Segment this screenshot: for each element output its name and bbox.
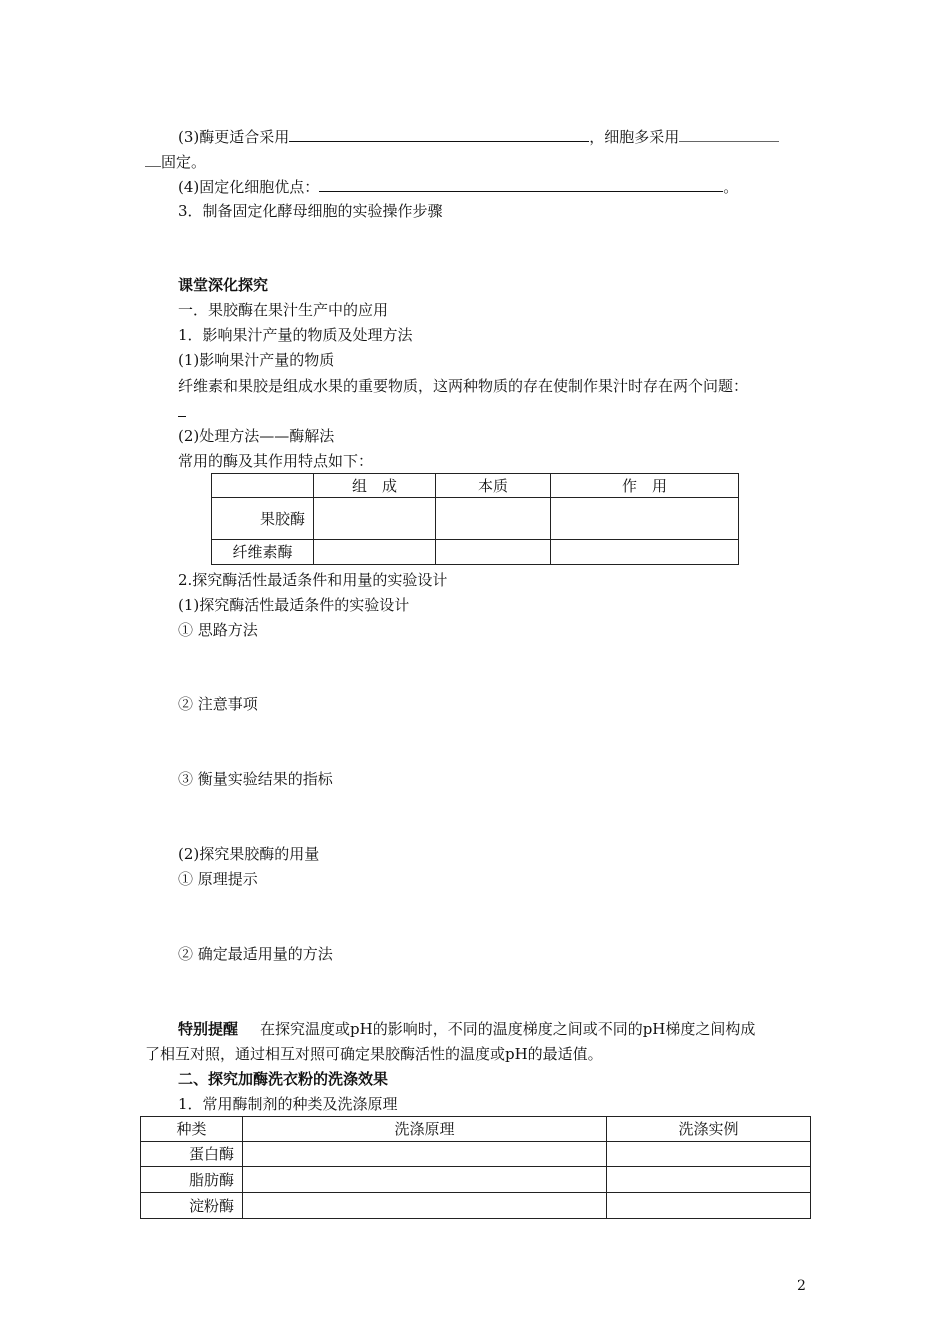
item-2a-optimal-conditions: (1)探究酶活性最适条件的实验设计 xyxy=(178,596,410,614)
line-cell-advantages xyxy=(178,176,738,197)
special-note-label: 特别提醒 xyxy=(178,1020,239,1038)
table-intro: 常用的酶及其作用特点如下： xyxy=(178,452,374,470)
item-1a-substances: (1)影响果汁产量的物质 xyxy=(178,351,335,369)
line-enzyme-method xyxy=(178,126,779,147)
table-cell xyxy=(551,498,739,540)
table-cell xyxy=(607,1167,811,1193)
text-period: 。 xyxy=(723,178,739,196)
item-indicators: ③ 衡量实验结果的指标 xyxy=(178,770,333,788)
table-cell xyxy=(314,540,436,565)
enzyme-table xyxy=(211,473,739,565)
section-heading-class-deepening: 课堂深化探究 xyxy=(178,276,269,294)
special-note-line1 xyxy=(178,1019,755,1039)
detergent-row-label: 淀粉酶 xyxy=(141,1193,243,1219)
table-cell xyxy=(551,540,739,565)
detergent-header-type: 种类 xyxy=(141,1117,243,1142)
table-cell xyxy=(436,498,551,540)
table-cell xyxy=(314,498,436,540)
item-optimal-dosage-method: ② 确定最适用量的方法 xyxy=(178,945,333,963)
detergent-table-header-row xyxy=(141,1117,811,1142)
blank-cell-method-cont xyxy=(145,151,161,167)
enzyme-table-header-function: 作 用 xyxy=(551,474,739,498)
text-cell-advantages: (4)固定化细胞优点： xyxy=(178,178,320,196)
item-2b-pectinase-dosage: (2)探究果胶酶的用量 xyxy=(178,845,320,863)
item-2-experiment-design: 2.探究酶活性最适条件和用量的实验设计 xyxy=(178,571,448,589)
section1-title: 一．果胶酶在果汁生产中的应用 xyxy=(178,301,389,319)
detergent-header-example: 洗涤实例 xyxy=(607,1117,811,1142)
table-row xyxy=(212,540,739,565)
blank-enzyme-method xyxy=(289,126,589,142)
section2-heading: 二、探究加酶洗衣粉的洗涤效果 xyxy=(178,1070,389,1088)
enzyme-table-header-row xyxy=(212,474,739,498)
text-enzyme-method: (3)酶更适合采用 xyxy=(178,128,290,146)
table-row xyxy=(141,1193,811,1219)
blank-cell-method xyxy=(679,126,779,142)
table-cell xyxy=(436,540,551,565)
section2-item1: 1．常用酶制剂的种类及洗涤原理 xyxy=(178,1095,398,1113)
detergent-enzyme-table xyxy=(140,1116,811,1219)
table-cell xyxy=(243,1193,607,1219)
enzyme-table-header-composition: 组 成 xyxy=(314,474,436,498)
line-step3: 3．制备固定化酵母细胞的实验操作步骤 xyxy=(178,202,443,220)
item-1b-method: (2)处理方法——酶解法 xyxy=(178,427,335,445)
item-principle-hint: ① 原理提示 xyxy=(178,870,258,888)
table-cell xyxy=(243,1142,607,1167)
table-cell xyxy=(243,1167,607,1193)
enzyme-table-corner xyxy=(212,474,314,498)
blank-answer xyxy=(178,401,186,417)
table-row xyxy=(212,498,739,540)
line-answer-blank xyxy=(178,401,186,422)
table-row xyxy=(141,1167,811,1193)
enzyme-row-label: 纤维素酶 xyxy=(212,540,314,565)
item-notes: ② 注意事项 xyxy=(178,695,258,713)
detergent-row-label: 蛋白酶 xyxy=(141,1142,243,1167)
item-approach: ① 思路方法 xyxy=(178,621,258,639)
special-note-text1: 在探究温度或pH的影响时，不同的温度梯度之间或不同的pH梯度之间构成 xyxy=(260,1020,756,1038)
item-1-juice-yield: 1．影响果汁产量的物质及处理方法 xyxy=(178,326,413,344)
text-cell-method: ，细胞多采用 xyxy=(589,128,680,146)
table-cell xyxy=(607,1193,811,1219)
paragraph-cellulose-pectin: 纤维素和果胶是组成水果的重要物质，这两种物质的存在使制作果汁时存在两个问题： xyxy=(178,377,749,395)
blank-cell-advantages xyxy=(319,176,723,192)
detergent-header-principle: 洗涤原理 xyxy=(243,1117,607,1142)
table-cell xyxy=(607,1142,811,1167)
line-fixation xyxy=(145,151,206,172)
page-number: 2 xyxy=(797,1278,806,1294)
special-note-line2: 了相互对照，通过相互对照可确定果胶酶活性的温度或pH的最适值。 xyxy=(145,1045,603,1063)
detergent-row-label: 脂肪酶 xyxy=(141,1167,243,1193)
table-row xyxy=(141,1142,811,1167)
text-fixation: 固定。 xyxy=(161,153,207,171)
enzyme-row-label: 果胶酶 xyxy=(212,498,314,540)
enzyme-table-header-nature: 本质 xyxy=(436,474,551,498)
